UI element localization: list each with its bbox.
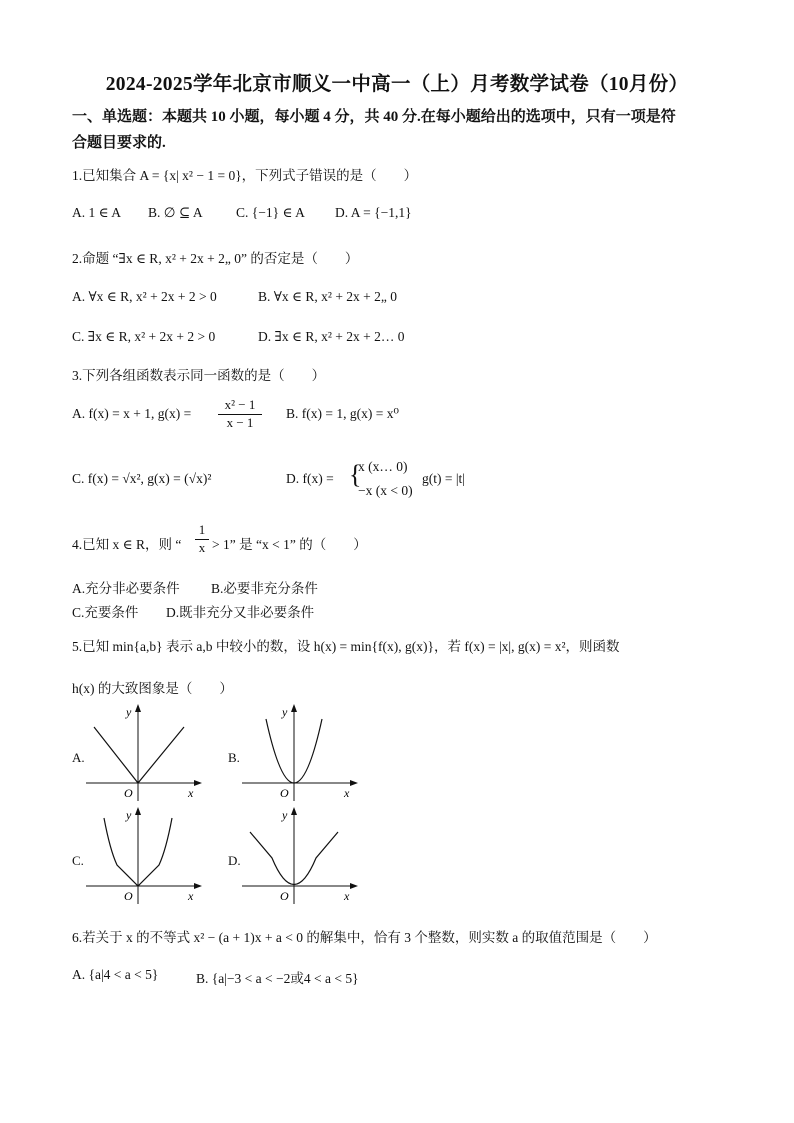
q4-fraction-numerator: 1: [198, 522, 206, 537]
q5-graph-a-x-label: x: [188, 786, 194, 800]
q5-graph-c-label: C.: [72, 853, 84, 868]
q2-option-c: C. ∃x ∈ R, x² + 2x + 2 > 0: [72, 329, 216, 344]
q1-option-c: C. {−1} ∈ A: [236, 205, 305, 220]
q5-graph-c: [84, 806, 208, 906]
q3-option-a-denominator: x − 1: [218, 414, 262, 431]
q3-option-b: B. f(x) = 1, g(x) = x⁰: [286, 406, 399, 421]
q3-option-c: C. f(x) = √x², g(x) = (√x)²: [72, 471, 212, 486]
q5-graph-d-origin-label: O: [280, 889, 289, 903]
q5-graph-b-y-label: y: [282, 705, 288, 719]
q1-stem: 1.已知集合 A = {x| x² − 1 = 0}，下列式子错误的是（ ）: [72, 168, 418, 183]
q6-option-b: B. {a|−3 < a < −2或4 < a < 5}: [196, 971, 359, 986]
section-header-line1: 一、单选题：本题共 10 小题，每小题 4 分，共 40 分.在每小题给出的选项中，只有一项是符: [72, 109, 676, 125]
q3-option-d-suffix: g(t) = |t|: [422, 471, 466, 486]
q3-option-a-prefix: A. f(x) = x + 1, g(x) =: [72, 406, 192, 421]
q5-graph-d-x-label: x: [344, 889, 350, 903]
q4-option-a: A.充分非必要条件: [72, 581, 180, 596]
q5-graph-d: [240, 806, 364, 906]
q3-option-d-case1: x (x… 0): [358, 459, 408, 474]
q5-graph-c-origin-label: O: [124, 889, 133, 903]
q3-option-a-numerator: x² − 1: [224, 397, 256, 412]
q5-graph-a-y-label: y: [126, 705, 132, 719]
q5-graph-c-y-label: y: [126, 808, 132, 822]
q4-fraction: [195, 522, 209, 556]
q1-option-d: D. A = {−1,1}: [335, 205, 412, 220]
q5-graph-b: [240, 703, 364, 803]
q5-graph-b-label: B.: [228, 750, 240, 765]
q5-graph-c-x-label: x: [188, 889, 194, 903]
q2-option-d: D. ∃x ∈ R, x² + 2x + 2… 0: [258, 329, 405, 344]
q6-option-a: A. {a|4 < a < 5}: [72, 967, 159, 982]
q3-option-d-prefix: D. f(x) =: [286, 471, 334, 486]
q3-stem: 3.下列各组函数表示同一函数的是（ ）: [72, 368, 326, 383]
q1-option-b: B. ∅ ⊆ A: [148, 205, 203, 220]
q5-graph-a-origin-label: O: [124, 786, 133, 800]
q3-option-d-case2: −x (x < 0): [358, 483, 413, 498]
q3-option-d-brace: {: [349, 460, 362, 489]
q6-stem: 6.若关于 x 的不等式 x² − (a + 1)x + a < 0 的解集中，恰有 3 个整数，则实数 a 的取值范围是（ ）: [72, 930, 657, 945]
q4-option-c: C.充要条件: [72, 605, 139, 620]
q5-graph-b-origin-label: O: [280, 786, 289, 800]
q5-graph-d-label: D.: [228, 853, 241, 868]
section-header-line2: 合题目要求的.: [72, 135, 166, 151]
q2-option-a: A. ∀x ∈ R, x² + 2x + 2 > 0: [72, 289, 217, 304]
q4-stem-a: 4.已知 x ∈ R，则 “: [72, 537, 182, 552]
q4-option-b: B.必要非充分条件: [211, 581, 318, 596]
q5-graph-d-y-label: y: [282, 808, 288, 822]
q5-graph-b-x-label: x: [344, 786, 350, 800]
q2-option-b: B. ∀x ∈ R, x² + 2x + 2„ 0: [258, 289, 398, 304]
q2-stem: 2.命题 “∃x ∈ R, x² + 2x + 2„ 0” 的否定是（ ）: [72, 251, 359, 266]
page-title: 2024-2025学年北京市顺义一中高一（上）月考数学试卷（10月份）: [105, 74, 689, 95]
q4-fraction-denominator: x: [195, 539, 209, 556]
q5-stem-line1: 5.已知 min{a,b} 表示 a,b 中较小的数，设 h(x) = min{f(x), g(x)}，若 f(x) = |x|, g(x) = x²，则函数: [72, 639, 620, 654]
q5-stem-line2: h(x) 的大致图象是（ ）: [72, 681, 233, 696]
q5-graph-a-label: A.: [72, 750, 85, 765]
q5-graph-a: [84, 703, 208, 803]
q4-stem-b: > 1” 是 “x < 1” 的（ ）: [212, 537, 367, 552]
q4-option-d: D.既非充分又非必要条件: [166, 605, 315, 620]
q3-option-a-fraction: [218, 397, 262, 431]
q1-option-a: A. 1 ∈ A: [72, 205, 121, 220]
